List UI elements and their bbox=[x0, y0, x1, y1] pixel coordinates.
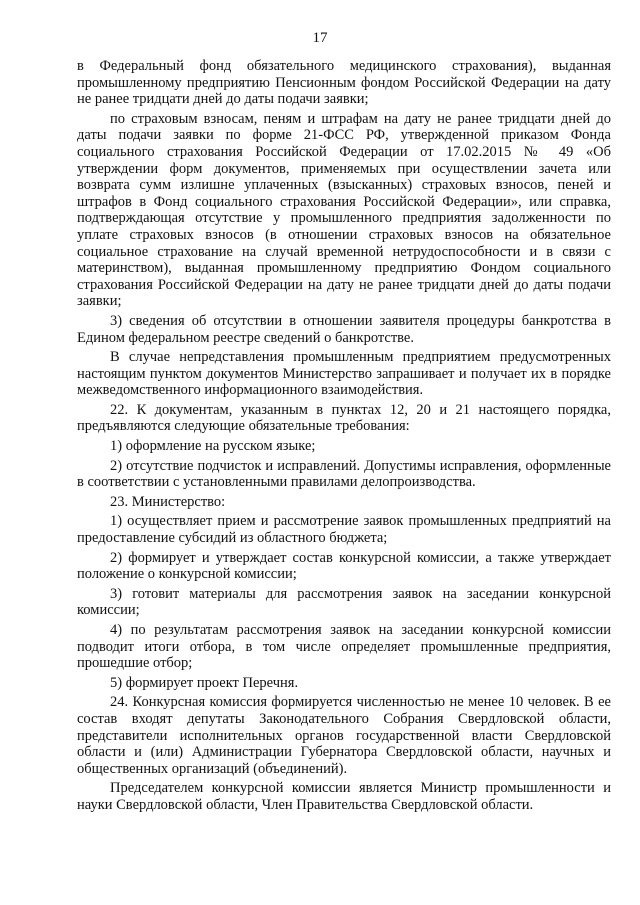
paragraph: 22. К документам, указанным в пунктах 12, 20 и 21 настоящего порядка, предъявляются следующие обязательные требования: bbox=[77, 401, 611, 435]
paragraph: в Федеральный фонд обязательного медицинского страхования), выданная промышленному предприятию Пенсионным фондом Российской Федерации на дату не ранее тридцати дней до даты подачи заявки; bbox=[77, 58, 611, 108]
paragraph: В случае непредставления промышленным предприятием предусмотренных настоящим пунктом документов Министерство запрашивает и получает их в порядке межведомственного информационного взаимодействия. bbox=[77, 349, 611, 399]
paragraph: по страховым взносам, пеням и штрафам на дату не ранее тридцати дней до даты подачи заявки по форме 21-ФСС РФ, утвержденной приказом Фонда социального страхования Российской Федерации от 17.02.2015 № 49 «Об утверждении форм документов, применяемых при осуществлении зачета или возврата сумм излишне уплаченных (взысканных) страховых взносов, пеней и штрафов в Фонд социального страхования Российской Федерации», или справка, подтверждающая отсутствие у промышленного предприятия задолженности по уплате страховых взносов (в отношении страховых взносов на обязательное социальное страхование на случай временной нетрудоспособности и в связи с материнством), выданная промышленному предприятию Фондом социального страхования Российской Федерации на дату не ранее тридцати дней до даты подачи заявки; bbox=[77, 110, 611, 310]
list-item: 1) осуществляет прием и рассмотрение заявок промышленных предприятий на предоставление субсидий из областного бюджета; bbox=[77, 513, 611, 547]
page-number: 17 bbox=[312, 30, 328, 46]
document-body bbox=[77, 58, 611, 814]
list-item: 3) готовит материалы для рассмотрения заявок на заседании конкурсной комиссии; bbox=[77, 585, 611, 619]
list-item: 4) по результатам рассмотрения заявок на заседании конкурсной комиссии подводит итоги отбора, в том числе определяет промышленные предприятия, прошедшие отбор; bbox=[77, 622, 611, 672]
paragraph: 24. Конкурсная комиссия формируется численностью не менее 10 человек. В ее состав входят депутаты Законодательного Собрания Свердловской области, представители исполнительных органов государственной власти Свердловской области и (или) Администрации Губернатора Свердловской области, научных и общественных организаций (объединений). bbox=[77, 694, 611, 777]
paragraph: Председателем конкурсной комиссии является Министр промышленности и науки Свердловской области, Член Правительства Свердловской области. bbox=[77, 780, 611, 813]
list-item: 2) отсутствие подчисток и исправлений. Допустимы исправления, оформленные в соответствии с установленными правилами делопроизводства. bbox=[77, 457, 611, 491]
paragraph: 3) сведения об отсутствии в отношении заявителя процедуры банкротства в Едином федеральном реестре сведений о банкротстве. bbox=[77, 312, 611, 346]
list-item: 2) формирует и утверждает состав конкурсной комиссии, а также утверждает положение о конкурсной комиссии; bbox=[77, 549, 611, 583]
list-item: 1) оформление на русском языке; bbox=[110, 438, 316, 455]
paragraph: 23. Министерство: bbox=[110, 493, 226, 510]
list-item: 5) формирует проект Перечня. bbox=[110, 674, 299, 691]
